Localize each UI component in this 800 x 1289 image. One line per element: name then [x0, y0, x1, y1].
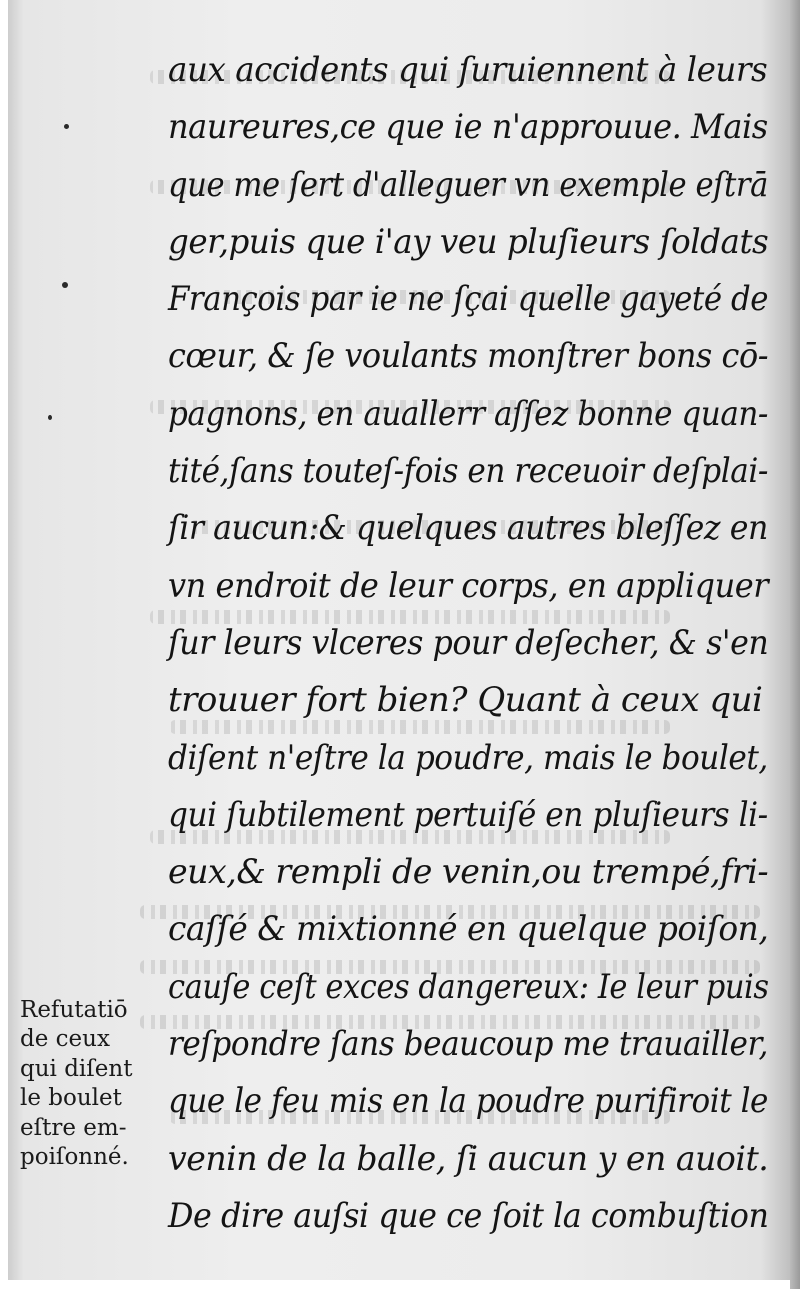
body-line: aux accidents qui ſuruiennent à leurs — [168, 50, 768, 90]
body-line: eux,& rempli de venin,ou trempé,fri- — [168, 852, 769, 893]
margin-note-line: Refutatiō — [20, 997, 128, 1023]
margin-note-line: poiſonné. — [20, 1143, 129, 1170]
body-line: venin de la balle, ſi aucun y en auoit. — [168, 1138, 769, 1179]
body-line: cauſe ceſt exces dangereux: Ie leur puis — [168, 966, 769, 1007]
margin-note-line: de ceux — [20, 1026, 110, 1053]
body-line: pagnons, en auallerr aſſez bonne quan- — [168, 393, 768, 434]
body-line: trouuer fort bien? Quant à ceux qui — [168, 680, 763, 721]
main-text-column — [168, 42, 768, 1245]
body-line: ſir aucun:& quelques autres bleſſez en — [168, 508, 768, 549]
body-line: cœur, & ſe voulants monſtrer bons cō- — [168, 336, 769, 377]
body-line: naureures,ce que ie n'approuue. Mais — [168, 107, 768, 148]
margin-note-line: le boulet — [20, 1085, 122, 1112]
body-line: diſent n'eſtre la poudre, mais le boulet, — [168, 737, 768, 778]
body-line: que me ſert d'alleguer vn exemple eſtrā — [168, 164, 768, 205]
body-line: ſur leurs vlceres pour deſecher, & s'en — [168, 622, 769, 663]
ink-speck — [64, 124, 69, 129]
body-line: ger,puis que i'ay veu pluſieurs ſoldats — [168, 221, 769, 262]
margin-note-line: qui diſent — [20, 1055, 133, 1082]
body-line: que le feu mis en la poudre purifiroit le — [168, 1081, 768, 1122]
body-line: reſpondre ſans beaucoup me trauailler, — [168, 1024, 768, 1065]
margin-note-line: eſtre em- — [20, 1114, 127, 1141]
body-line: caſſé & mixtionné en quelque poiſon, — [168, 909, 769, 950]
body-line: François par ie ne ſçai quelle gayeté de — [168, 279, 769, 320]
body-line: De dire auſsi que ce ſoit la combuſtion — [168, 1195, 769, 1236]
body-line: qui ſubtilement pertuiſé en pluſieurs li- — [168, 794, 768, 835]
body-line: vn endroit de leur corps, en appliquer — [168, 565, 769, 606]
body-line: tité,ſans touteſ-fois en receuoir deſplai- — [168, 451, 768, 492]
marginal-note — [20, 996, 160, 1172]
ink-speck — [48, 415, 52, 420]
ink-speck — [62, 282, 68, 288]
